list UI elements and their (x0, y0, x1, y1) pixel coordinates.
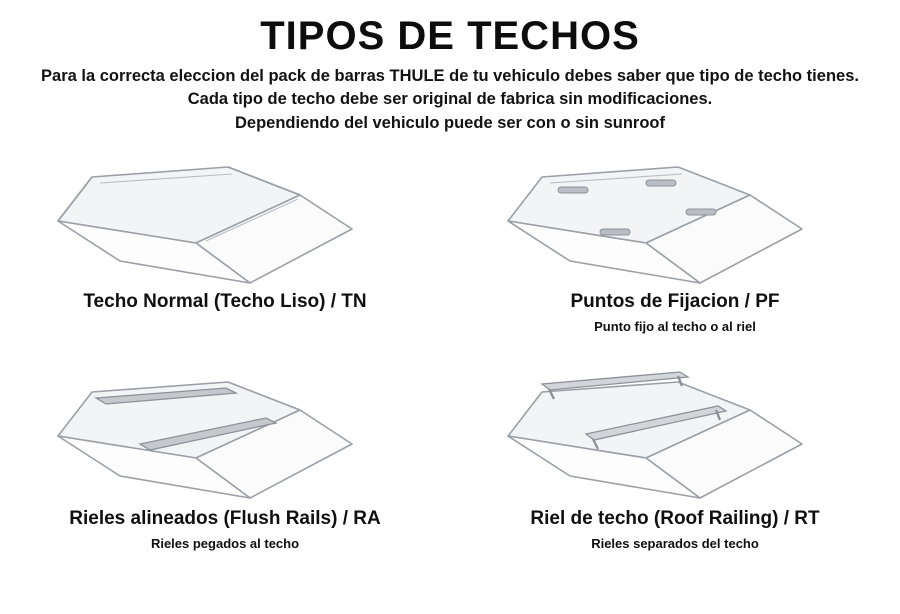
roof-type-caption-tn: Techo Normal (Techo Liso) / TN (83, 291, 367, 313)
roof-type-caption-pf: Puntos de Fijacion / PF (570, 291, 780, 313)
roof-type-caption-ra: Rieles alineados (Flush Rails) / RA (69, 508, 381, 530)
intro-line-1: Para la correcta eleccion del pack de barras THULE de tu vehiculo debes saber que tipo de techo tienes. (41, 67, 859, 85)
roof-type-card-pf (450, 143, 900, 358)
roof-types-grid (0, 143, 900, 573)
page-title: TIPOS DE TECHOS (260, 14, 640, 58)
roof-type-subcaption-pf: Punto fijo al techo o al riel (594, 319, 756, 335)
roof-type-card-rt (450, 358, 900, 573)
intro-text (20, 65, 880, 135)
roof-type-caption-rt: Riel de techo (Roof Railing) / RT (530, 508, 820, 530)
roof-type-subcaption-ra: Rieles pegados al techo (150, 536, 300, 552)
intro-line-2: Cada tipo de techo debe ser original de fabrica sin modificaciones. (187, 90, 713, 109)
roof-type-subcaption-rt: Rieles separados del techo (591, 536, 759, 552)
intro-line-3: Dependiendo del vehiculo puede ser con o sin sunroof (235, 113, 665, 132)
diagram-page (0, 14, 900, 614)
roof-type-card-tn (0, 143, 450, 358)
roof-illustration-ra (0, 358, 450, 508)
roof-illustration-rt (450, 358, 900, 508)
roof-illustration-pf (450, 143, 900, 293)
roof-type-card-ra (0, 358, 450, 573)
roof-illustration-tn (0, 143, 450, 293)
